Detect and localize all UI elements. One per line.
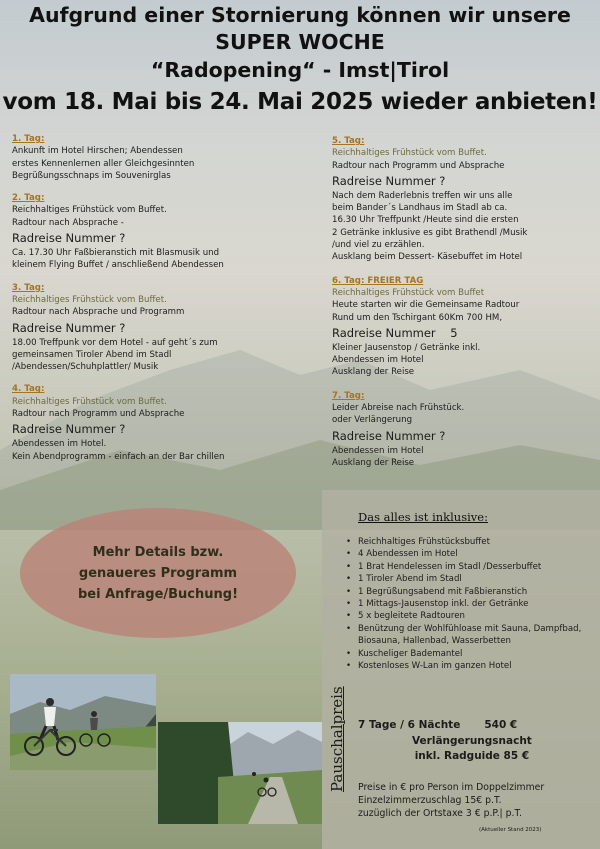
day-text: 18.00 Treffpunk vor dem Hotel - auf geht´s zum [12,337,218,348]
list-item: • 1 Mittags-Jausenstop inkl. der Getränke [344,598,594,610]
program-left-column [12,133,317,473]
day-text: Radtour nach Programm und Absprache [12,409,185,420]
day-text: Radtour nach Absprache und Programm [12,307,185,318]
day-text: Ankunft im Hotel Hirschen; Abendessen [12,146,183,157]
extension-price [412,734,532,764]
extension-line: Verlängerungsnacht [412,735,532,747]
day-text: beim Bander´s Landhaus im Stadl ab ca. [332,203,508,214]
day-text: 2 Getränke inklusive es gibt Brathendl /Musik [332,227,528,238]
list-item: • Benützung der Wohlfühloase mit Sauna, Dampfbad, Biosauna, Hallenbad, Wasserbetten [344,623,594,648]
day-4 [12,383,317,462]
header-line-4: vom 18. Mai bis 24. Mai 2025 wieder anbieten! [2,89,598,115]
callout-line: bei Anfrage/Buchung! [78,586,238,602]
price-nights: 7 Tage / 6 Nächte [358,719,461,731]
package-price [358,718,517,733]
pauschalpreis-label: Pauschalpreis [328,686,346,792]
extension-line: inkl. Radguide 85 € [414,750,530,762]
day-text: Heute starten wir die Gemeinsame Radtour [332,300,520,311]
day-title: 6. Tag: FREIER TAG [332,275,424,286]
day-text: Kleiner Jausenstop / Getränke inkl. [332,342,481,353]
day-2 [12,192,317,271]
day-breakfast: Reichhaltiges Frühstück vom Buffet. [332,148,487,159]
day-3 [12,282,317,374]
day-text: Nach dem Raderlebnis treffen wir uns alle [332,190,513,201]
cyclists-photo-2-image [158,722,322,824]
day-1 [12,133,317,182]
day-5 [332,135,594,264]
day-6 [332,275,594,379]
list-item: • 5 x begleitete Radtouren [344,610,594,622]
day-title: 2. Tag: [12,193,45,204]
header-line-3: “Radopening“ - Imst|Tirol [150,58,450,82]
day-text: /und viel zu erzählen. [332,240,425,251]
list-item: • Reichhaltiges Frühstücksbuffet [344,536,594,548]
day-title: 7. Tag: [332,390,365,401]
day-breakfast: Reichhaltiges Frühstück vom Buffet [332,287,485,298]
note-line: zuzüglich der Ortstaxe 3 € p.P.| p.T. [358,808,523,819]
pauschalpreis-label-wrap [328,686,350,849]
day-breakfast: Reichhaltiges Frühstück vom Buffet. [12,396,167,407]
radreise-number: Radreise Nummer ? [12,422,126,437]
day-text: Abendessen im Hotel [332,445,424,456]
program-right-column [332,135,594,479]
cyclists-photo-1 [10,674,156,770]
day-text: Rund um den Tschirgant 60Km 700 HM, [332,312,503,323]
header-line-1: Aufgrund einer Stornierung können wir unsere [29,3,571,27]
day-text: Abendessen im Hotel [332,355,424,366]
day-breakfast: Reichhaltiges Frühstück vom Buffet. [12,294,167,305]
day-text: Radtour nach Programm und Absprache [332,160,505,171]
radreise-number: Radreise Nummer ? [12,320,126,335]
day-text: Ausklang der Reise [332,457,415,468]
day-text: Begrüßungsschnaps im Souvenirglas [12,170,171,181]
list-item: • 1 Brat Hendelessen im Stadl /Desserbuffet [344,561,594,573]
header [0,2,600,119]
inclusive-list [344,536,594,672]
day-7 [332,390,594,469]
current-status-note: (Aktueller Stand 2023) [479,827,542,833]
header-line-2: SUPER WOCHE [215,30,385,54]
cyclists-photo-2 [158,722,322,824]
note-line: Preise in € pro Person im Doppelzimmer [358,782,545,793]
radreise-number: Radreise Nummer ? [332,173,446,188]
radreise-number: Radreise Nummer ? [332,428,446,443]
day-title: 3. Tag: [12,282,45,293]
day-text: gemeinsamen Tiroler Abend im Stadl [12,349,172,360]
radreise-number: Radreise Nummer ? [12,231,126,246]
day-text: Ca. 17.30 Uhr Faßbieranstich mit Blasmusik und [12,248,220,259]
day-title: 5. Tag: [332,136,365,146]
day-text: Abendessen im Hotel. [12,439,107,450]
list-item: • Kostenloses W-Lan im ganzen Hotel [344,660,594,672]
list-item: • 4 Abendessen im Hotel [344,548,594,560]
list-item: • 1 Begrüßungsabend mit Faßbieranstich [344,586,594,598]
callout-line: genaueres Programm [78,565,238,581]
day-text: kleinem Flying Buffet / anschließend Abendessen [12,260,224,271]
day-text: Leider Abreise nach Frühstück. [332,403,465,414]
day-text: Radtour nach Absprache - [12,217,124,228]
day-text: /Abendessen/Schuhplattler/ Musik [12,362,159,373]
inclusive-title: Das alles ist inklusive: [358,510,488,524]
cyclists-photo-1-image [10,674,156,770]
callout-line: Mehr Details bzw. [92,544,224,560]
price-notes [358,781,544,820]
day-text: Reichhaltiges Frühstück vom Buffet. [12,205,167,216]
day-text: Kein Abendprogramm - einfach an der Bar chillen [12,451,225,462]
day-text: oder Verlängerung [332,415,413,426]
day-text: 16.30 Uhr Treffpunkt /Heute sind die ersten [332,215,519,226]
day-text: Ausklang der Reise [332,367,415,378]
details-callout [20,508,296,638]
list-item: • Kuscheliger Bademantel [344,648,594,660]
price-value: 540 € [484,719,518,731]
day-title: 4. Tag: [12,384,45,395]
list-item: • 1 Tiroler Abend im Stadl [344,573,594,585]
day-text: erstes Kennenlernen aller Gleichgesinnten [12,158,195,169]
note-line: Einzelzimmerzuschlag 15€ p.T. [358,795,502,806]
radreise-number: Radreise Nummer 5 [332,325,458,340]
day-title: 1. Tag: [12,134,45,144]
day-text: Ausklang beim Dessert- Käsebuffet im Hotel [332,252,523,263]
